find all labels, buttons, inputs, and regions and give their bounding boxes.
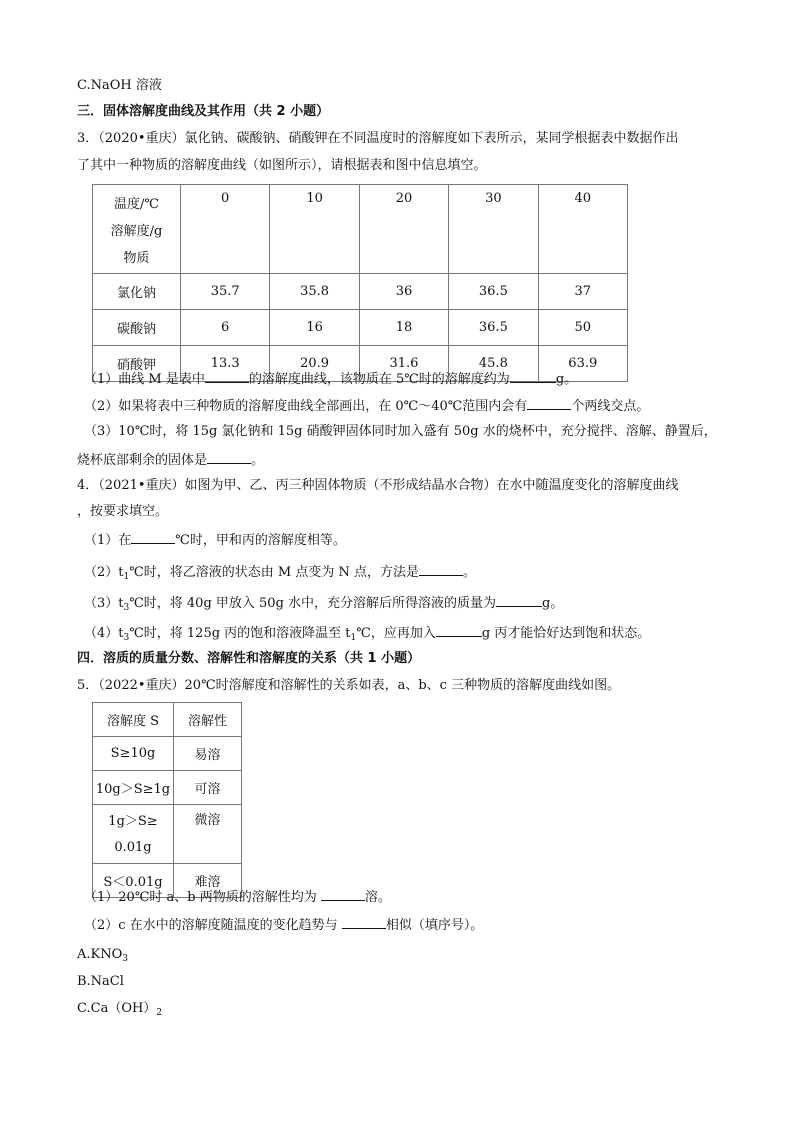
subscript: 3 xyxy=(122,954,128,964)
range-cell: 10g＞S≥1g xyxy=(93,771,174,805)
answer-blank[interactable] xyxy=(436,623,482,637)
q4-part4 xyxy=(84,623,650,647)
cell: 50 xyxy=(538,310,627,346)
class-cell: 微溶 xyxy=(174,805,242,864)
table-row xyxy=(93,274,628,310)
q3-part3-line1: （3）10℃时，将 15g 氯化钠和 15g 硝酸钾固体同时加入盛有 50g 水的烧杯中，充分搅拌、溶解、静置后， xyxy=(84,424,717,439)
range-cell xyxy=(93,805,174,864)
q5-part2 xyxy=(84,915,483,935)
subscript: 1 xyxy=(123,572,130,582)
temp-30: 30 xyxy=(449,185,538,274)
header-solubility: 溶解度/g xyxy=(110,224,163,239)
option-c xyxy=(77,1000,162,1022)
q4-part3-text-a: （3）t xyxy=(84,596,124,611)
q3-part3-text-a: 烧杯底部剩余的固体是 xyxy=(77,453,208,468)
row-name: 硝酸钾 xyxy=(93,346,181,382)
q3-part1-text-a: （1）曲线 M 是表中 xyxy=(84,372,205,387)
q3-part1-text-c: g。 xyxy=(555,372,578,387)
q5-part2-text-b: 相似（填序号）。 xyxy=(385,918,484,933)
section-4-title: 四．溶质的质量分数、溶解性和溶解度的关系（共 1 小题） xyxy=(77,651,421,666)
subscript: 2 xyxy=(156,1008,163,1018)
cell: 36.5 xyxy=(449,310,538,346)
solubility-classification-table xyxy=(92,702,242,898)
range-cell: S＜0.01g xyxy=(93,864,174,898)
answer-blank[interactable] xyxy=(342,915,386,929)
q5-intro: 5．（2022•重庆）20℃时溶解度和溶解性的关系如表，a、b、c 三种物质的溶解度曲线如图。 xyxy=(77,678,621,693)
q4-part1 xyxy=(84,530,346,550)
q5-part1-text-a: （1）20℃时 a、b 两物质的溶解性均为 xyxy=(84,890,317,905)
q3-part2-text-a: （2）如果将表中三种物质的溶解度曲线全部画出，在 0℃～40℃范围内会有 xyxy=(84,399,528,414)
range-line1: 1g＞S≥ xyxy=(108,814,158,829)
q3-part2-text-b: 个两线交点。 xyxy=(571,399,650,414)
temp-0: 0 xyxy=(181,185,270,274)
q3-part1 xyxy=(84,369,577,389)
q4-intro-line1: 4．（2021•重庆）如图为甲、乙、丙三种固体物质（不形成结晶水合物）在水中随温度变化的溶解度曲线 xyxy=(77,478,679,493)
table-header-cell xyxy=(93,185,181,274)
cell: 35.7 xyxy=(181,274,270,310)
subscript: 1 xyxy=(350,633,357,643)
table-header-row xyxy=(93,185,628,274)
answer-blank[interactable] xyxy=(527,396,571,410)
q3-intro-line1: 3．（2020•重庆）氯化钠、碳酸钠、硝酸钾在不同温度时的溶解度如下表所示，某同学根据表中数据作出 xyxy=(77,131,679,146)
q4-part2-text-b: ℃时，将乙溶液的状态由 M 点变为 N 点，方法是 xyxy=(129,565,419,580)
cell: 36.5 xyxy=(449,274,538,310)
q4-part4-text-a: （4）t xyxy=(84,626,124,641)
header-solubility-s: 溶解度 S xyxy=(93,703,174,737)
subscript: 3 xyxy=(123,603,130,613)
cell: 16 xyxy=(270,310,359,346)
q5-part2-text-a: （2）c 在水中的溶解度随温度的变化趋势与 xyxy=(84,918,338,933)
q3-intro-line2: 了其中一种物质的溶解度曲线（如图所示），请根据表和图中信息填空。 xyxy=(77,158,487,173)
q4-part1-text-b: ℃时，甲和丙的溶解度相等。 xyxy=(175,533,346,548)
answer-blank[interactable] xyxy=(496,593,542,607)
answer-blank[interactable] xyxy=(510,369,556,383)
range-cell: S≥10g xyxy=(93,737,174,771)
q4-intro-line2: ，按要求填空。 xyxy=(77,504,169,519)
header-substance: 物质 xyxy=(123,251,150,266)
table-row xyxy=(93,805,242,864)
header-temperature: 温度/℃ xyxy=(114,197,159,212)
answer-blank[interactable] xyxy=(321,887,365,901)
q4-part2 xyxy=(84,562,476,586)
q5-part1 xyxy=(84,887,391,907)
table-row xyxy=(93,771,242,805)
cell: 36 xyxy=(359,274,448,310)
q4-part2-text-c: 。 xyxy=(463,565,477,580)
q4-part4-text-d: g 丙才能恰好达到饱和状态。 xyxy=(481,626,651,641)
temp-40: 40 xyxy=(538,185,627,274)
q3-part1-text-b: 的溶解度曲线，该物质在 5℃时的溶解度约为 xyxy=(248,372,510,387)
cell: 63.9 xyxy=(538,346,627,382)
solubility-table xyxy=(92,184,628,382)
answer-blank[interactable] xyxy=(419,562,463,576)
class-cell: 可溶 xyxy=(174,771,242,805)
cell: 6 xyxy=(181,310,270,346)
range-line2: 0.01g xyxy=(114,840,152,855)
q4-part1-text-a: （1）在 xyxy=(84,533,132,548)
q4-part3-text-b: ℃时，将 40g 甲放入 50g 水中，充分溶解后所得溶液的质量为 xyxy=(129,596,497,611)
q3-part3-line2 xyxy=(77,450,264,470)
q3-part3-text-b: 。 xyxy=(251,453,265,468)
row-name: 碳酸钠 xyxy=(93,310,181,346)
temp-10: 10 xyxy=(270,185,359,274)
class-cell: 难溶 xyxy=(174,864,242,898)
answer-blank[interactable] xyxy=(207,450,251,464)
table-header-row xyxy=(93,703,242,737)
cell: 45.8 xyxy=(449,346,538,382)
cell: 20.9 xyxy=(270,346,359,382)
section-3-title: 三．固体溶解度曲线及其作用（共 2 小题） xyxy=(77,104,330,119)
q4-part2-text-a: （2）t xyxy=(84,565,124,580)
option-c-text: C.Ca（OH） xyxy=(77,1001,157,1016)
cell: 31.6 xyxy=(359,346,448,382)
q3-part2 xyxy=(84,396,649,416)
cell: 35.8 xyxy=(270,274,359,310)
subscript: 3 xyxy=(123,633,130,643)
q5-part1-text-b: 溶。 xyxy=(364,890,391,905)
class-cell: 易溶 xyxy=(174,737,242,771)
row-name: 氯化钠 xyxy=(93,274,181,310)
option-b: B.NaCl xyxy=(77,974,124,989)
header-solubility-class: 溶解性 xyxy=(174,703,242,737)
option-c-naoh: C.NaOH 溶液 xyxy=(77,78,162,93)
table-row xyxy=(93,737,242,771)
cell: 18 xyxy=(359,310,448,346)
q4-part3-text-c: g。 xyxy=(542,596,564,611)
q4-part4-text-c: ℃，应再加入 xyxy=(356,626,436,641)
option-a xyxy=(77,946,128,968)
answer-blank[interactable] xyxy=(205,369,249,383)
q4-part4-text-b: ℃时，将 125g 丙的饱和溶液降温至 t xyxy=(129,626,351,641)
cell: 37 xyxy=(538,274,627,310)
option-a-text: A.KNO xyxy=(77,947,123,962)
answer-blank[interactable] xyxy=(131,530,175,544)
table-row xyxy=(93,310,628,346)
temp-20: 20 xyxy=(359,185,448,274)
cell: 13.3 xyxy=(181,346,270,382)
q4-part3 xyxy=(84,593,563,617)
